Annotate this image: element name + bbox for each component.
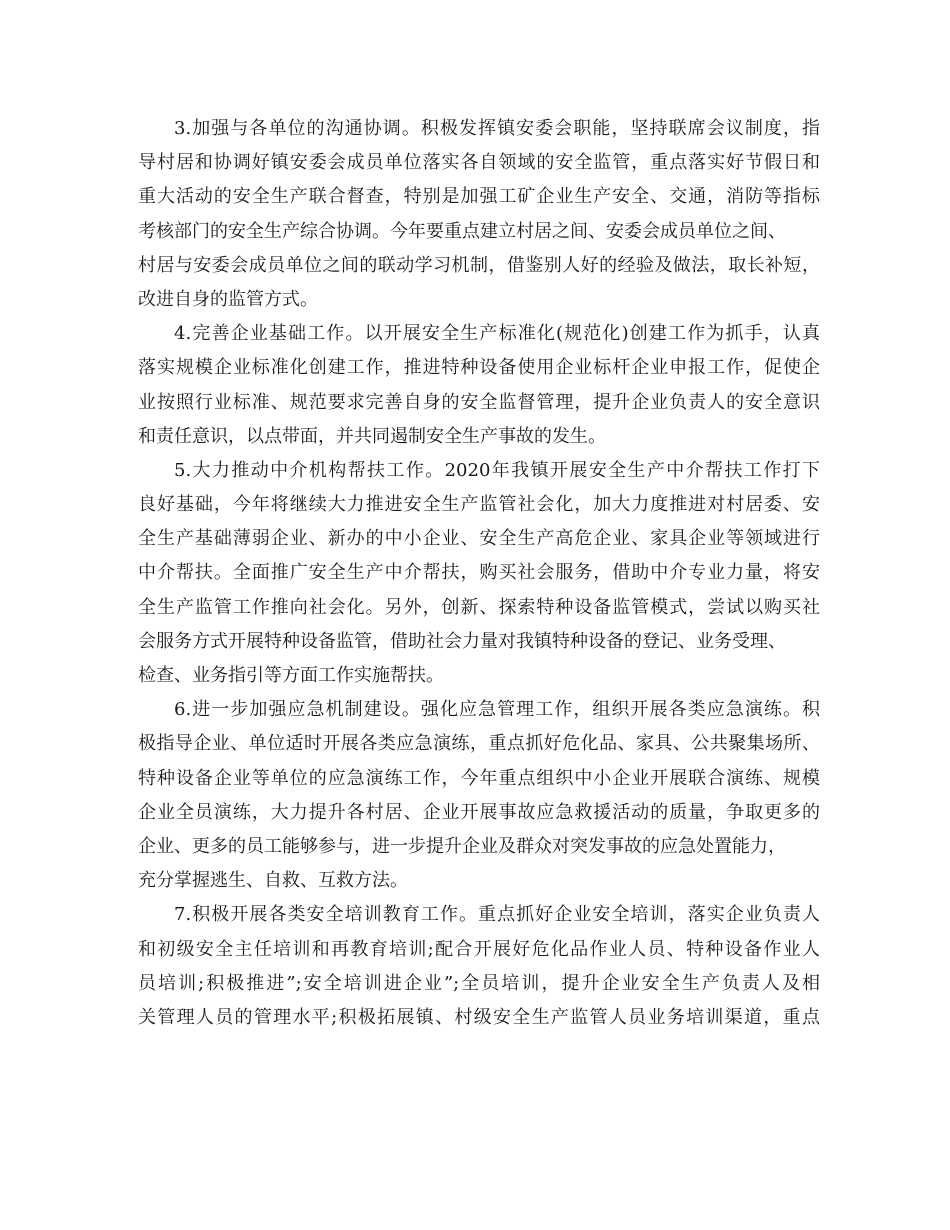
text-line: 企业全员演练，大力提升各村居、企业开展事故应急救援活动的质量，争取更多的 — [138, 801, 820, 823]
text-line: 关管理人员的管理水平;积极拓展镇、村级安全生产监管人员业务培训渠道，重点 — [138, 1006, 820, 1028]
document-body — [138, 112, 820, 1035]
text-line: 3.加强与各单位的沟通协调。积极发挥镇安委会职能，坚持联席会议制度，指 — [174, 118, 820, 139]
text-line: 全生产监管工作推向社会化。另外，创新、探索特种设备监管模式，尝试以购买社 — [138, 596, 820, 618]
text-line: 导村居和协调好镇安委会成员单位落实各自领域的安全监管，重点落实好节假日和 — [138, 152, 820, 174]
text-line: 改进自身的监管方式。 — [138, 288, 318, 310]
text-line: 充分掌握逃生、自救、互救方法。 — [138, 870, 408, 892]
text-line: 特种设备企业等单位的应急演练工作，今年重点组织中小企业开展联合演练、规模 — [138, 767, 820, 789]
paragraph-4 — [138, 317, 820, 454]
text-line: 极指导企业、单位适时开展各类应急演练，重点抓好危化品、家具、公共聚集场所、 — [138, 733, 820, 755]
text-line: 员培训;积极推进”;安全培训进企业”;全员培训，提升企业安全生产负责人及相 — [138, 972, 820, 994]
text-line: 全生产基础薄弱企业、新办的中小企业、安全生产高危企业、家具企业等领域进行 — [138, 528, 820, 550]
text-line: 检查、业务指引等方面工作实施帮扶。 — [138, 665, 444, 686]
text-line: 5.大力推动中介机构帮扶工作。2020年我镇开展安全生产中介帮扶工作打下 — [174, 459, 820, 481]
text-line: 中介帮扶。全面推广安全生产中介帮扶，购买社会服务，借助中介专业力量，将安 — [138, 562, 820, 584]
paragraph-7 — [138, 898, 820, 1035]
text-line: 4.完善企业基础工作。以开展安全生产标准化(规范化)创建工作为抓手，认真 — [174, 323, 820, 345]
text-line: 良好基础，今年将继续大力推进安全生产监管社会化，加大力度推进对村居委、安 — [138, 494, 820, 516]
text-line: 和责任意识，以点带面，并共同遏制安全生产事故的发生。 — [138, 425, 606, 447]
text-line: 企业、更多的员工能够参与，进一步提升企业及群众对突发事故的应急处置能力， — [138, 835, 786, 857]
text-line: 落实规模企业标准化创建工作，推进特种设备使用企业标杆企业申报工作，促使企 — [138, 357, 820, 379]
text-line: 村居与安委会成员单位之间的联动学习机制，借鉴别人好的经验及做法，取长补短， — [138, 254, 820, 276]
text-line: 重大活动的安全生产联合督查，特别是加强工矿企业生产安全、交通，消防等指标 — [138, 186, 820, 208]
text-line: 业按照行业标准、规范要求完善自身的安全监督管理，提升企业负责人的安全意识 — [138, 391, 820, 413]
paragraph-3 — [138, 112, 820, 317]
text-line: 会服务方式开展特种设备监管，借助社会力量对我镇特种设备的登记、业务受理、 — [138, 630, 786, 652]
paragraph-6 — [138, 693, 820, 898]
text-line: 考核部门的安全生产综合协调。今年要重点建立村居之间、安委会成员单位之间、 — [138, 220, 786, 242]
text-line: 7.积极开展各类安全培训教育工作。重点抓好企业安全培训，落实企业负责人 — [174, 904, 820, 926]
paragraph-5 — [138, 454, 820, 693]
text-line: 6.进一步加强应急机制建设。强化应急管理工作，组织开展各类应急演练。积 — [174, 699, 820, 721]
text-line: 和初级安全主任培训和再教育培训;配合开展好危化品作业人员、特种设备作业人 — [138, 938, 820, 960]
